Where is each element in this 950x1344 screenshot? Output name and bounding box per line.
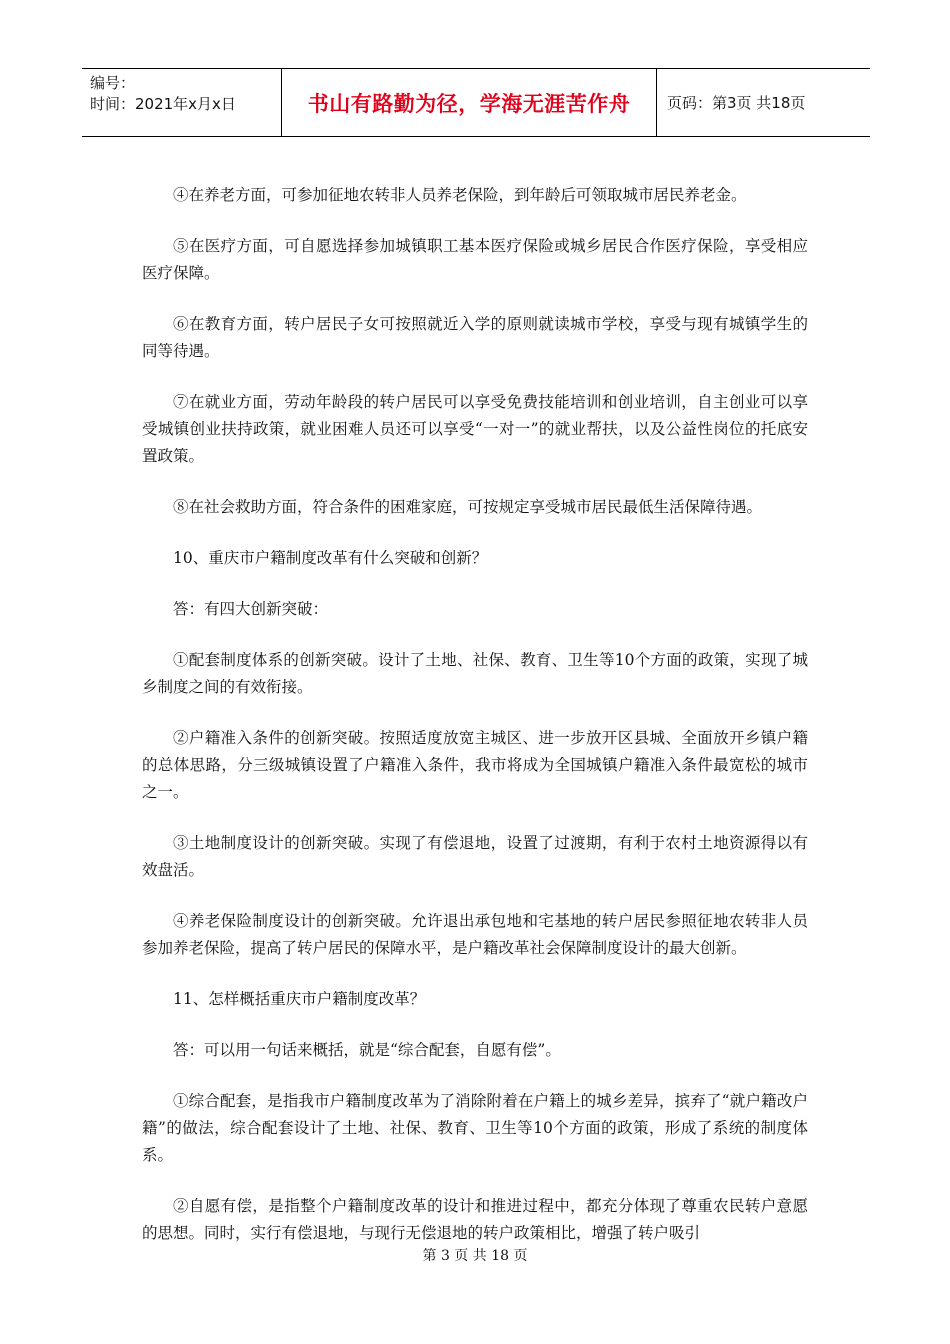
answer-intro: 答：有四大创新突破：	[173, 600, 329, 618]
header-motto-cell	[282, 69, 657, 136]
paragraph: ①配套制度体系的创新突破。设计了土地、社保、教育、卫生等10个方面的政策，实现了城乡制度之间的有效衔接。	[142, 651, 808, 696]
document-body	[142, 182, 808, 1271]
paragraph: ④养老保险制度设计的创新突破。允许退出承包地和宅基地的转户居民参照征地农转非人员参加养老保险，提高了转户居民的保障水平，是户籍改革社会保障制度设计的最大创新。	[142, 912, 808, 957]
page-footer	[0, 1245, 950, 1265]
question-heading: 11、怎样概括重庆市户籍制度改革？	[173, 990, 426, 1008]
paragraph: ③土地制度设计的创新突破。实现了有偿退地，设置了过渡期，有利于农村土地资源得以有效盘活。	[142, 834, 808, 879]
answer-intro: 答：可以用一句话来概括，就是“综合配套，自愿有偿”。	[173, 1041, 561, 1059]
paragraph: ⑦在就业方面，劳动年龄段的转户居民可以享受免费技能培训和创业培训，自主创业可以享受城镇创业扶持政策，就业困难人员还可以享受“一对一”的就业帮扶，以及公益性岗位的托底安置政策。	[142, 393, 808, 465]
page-header	[82, 68, 870, 137]
motto: 书山有路勤为径，学海无涯苦作舟	[307, 91, 631, 116]
footer-page-number: 第 3 页 共 18 页	[422, 1248, 528, 1264]
question-heading: 10、重庆市户籍制度改革有什么突破和创新？	[173, 549, 488, 567]
paragraph: ⑤在医疗方面，可自愿选择参加城镇职工基本医疗保险或城乡居民合作医疗保险，享受相应医疗保障。	[142, 237, 808, 282]
number-label: 编号：	[90, 74, 136, 92]
header-page-cell	[657, 69, 870, 136]
paragraph: ⑧在社会救助方面，符合条件的困难家庭，可按规定享受城市居民最低生活保障待遇。	[173, 498, 763, 516]
paragraph: ④在养老方面，可参加征地农转非人员养老保险，到年龄后可领取城市居民养老金。	[173, 186, 747, 204]
paragraph: ②户籍准入条件的创新突破。按照适度放宽主城区、进一步放开区县城、全面放开乡镇户籍的总体思路，分三级城镇设置了户籍准入条件，我市将成为全国城镇户籍准入条件最宽松的城市之一。	[142, 729, 808, 801]
header-meta	[82, 69, 282, 136]
page-code: 页码：第3页 共18页	[667, 94, 806, 112]
paragraph: ⑥在教育方面，转户居民子女可按照就近入学的原则就读城市学校，享受与现有城镇学生的同等待遇。	[142, 315, 808, 360]
paragraph: ①综合配套，是指我市户籍制度改革为了消除附着在户籍上的城乡差异，摈弃了“就户籍改户籍”的做法，综合配套设计了土地、社保、教育、卫生等10个方面的政策，形成了系统的制度体系。	[142, 1092, 808, 1164]
time-label: 时间：2021年x月x日	[90, 95, 236, 113]
paragraph: ②自愿有偿，是指整个户籍制度改革的设计和推进过程中，都充分体现了尊重农民转户意愿的思想。同时，实行有偿退地，与现行无偿退地的转户政策相比，增强了转户吸引	[142, 1197, 808, 1242]
